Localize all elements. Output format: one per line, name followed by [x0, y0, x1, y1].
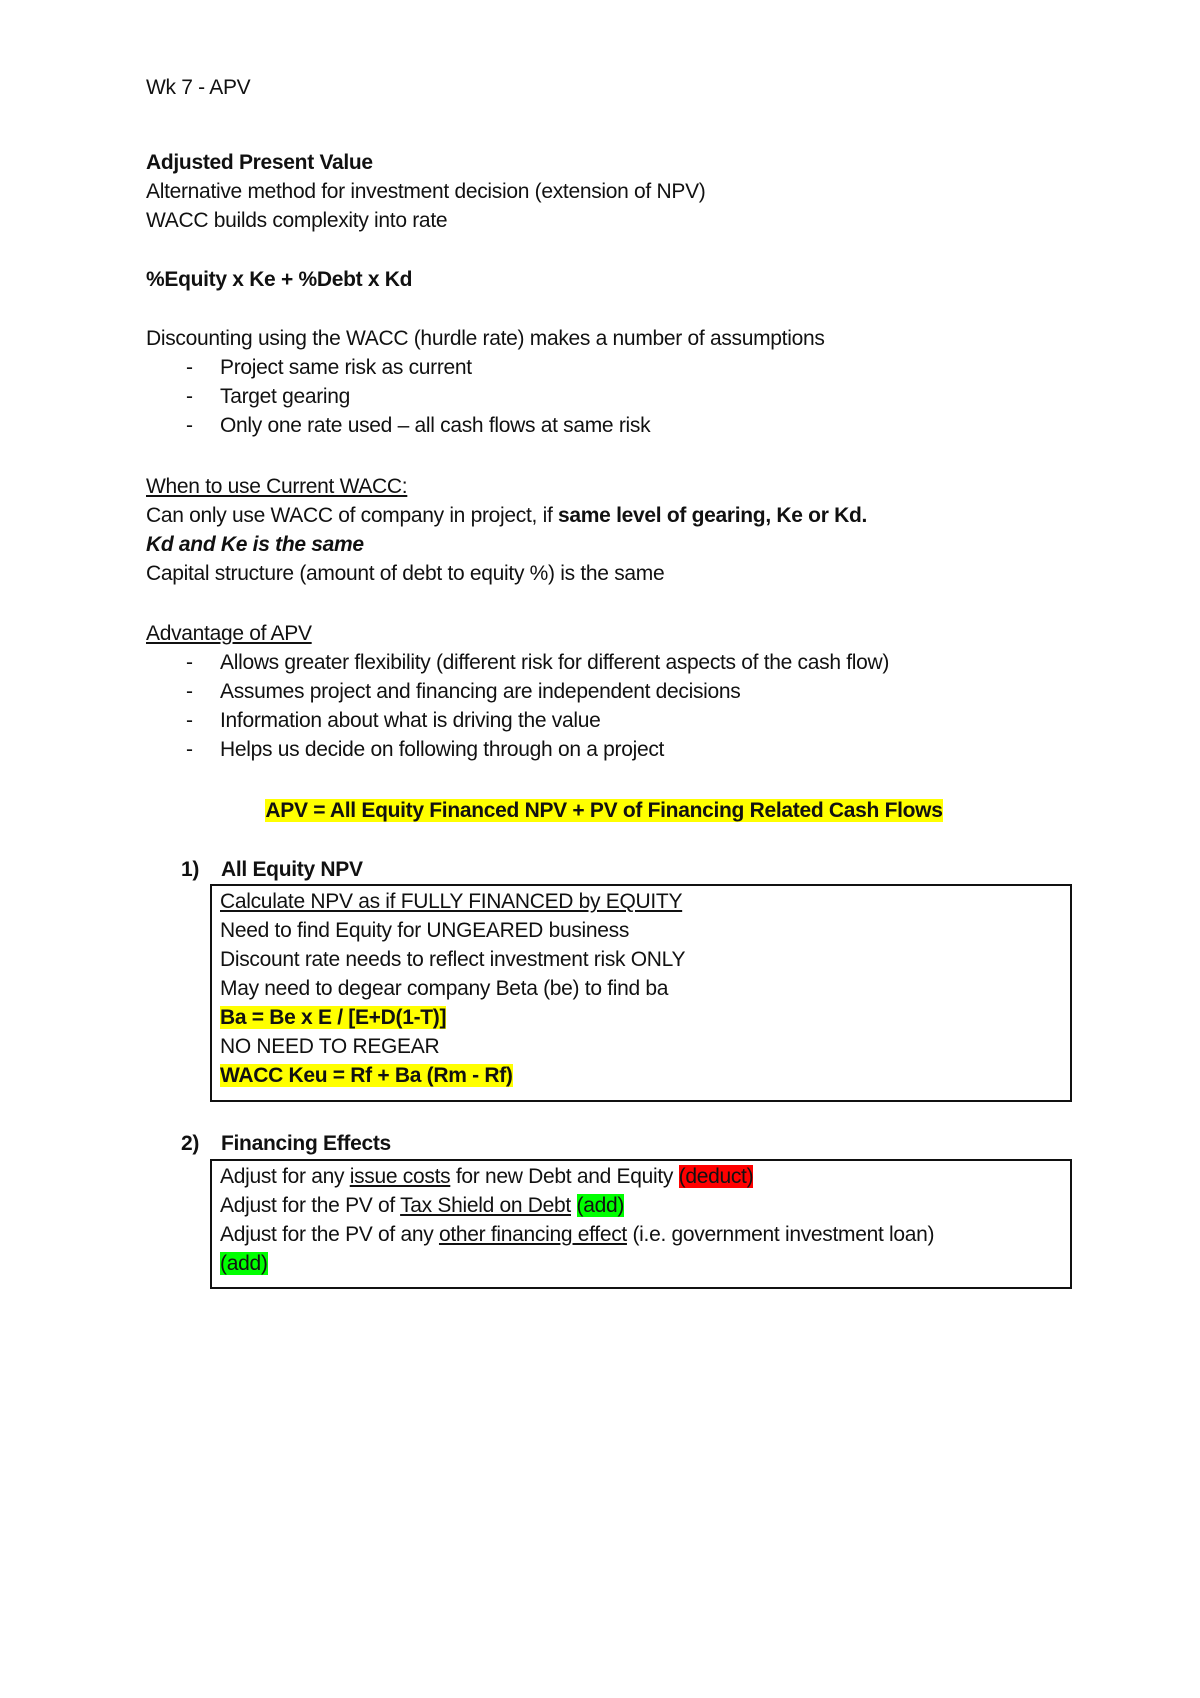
current-wacc-line-2: Kd and Ke is the same	[146, 533, 364, 556]
box-line	[220, 1250, 268, 1277]
current-wacc-line-1: Can only use WACC of company in project, if same level of gearing, Ke or Kd.	[146, 504, 868, 527]
box-line: Need to find Equity for UNGEARED business	[220, 919, 630, 942]
box-line: May need to degear company Beta (be) to find ba	[220, 977, 669, 1000]
list-item: - Information about what is driving the value	[186, 709, 601, 732]
add-tag: (add)	[576, 1194, 625, 1217]
wacc-formula: %Equity x Ke + %Debt x Kd	[146, 268, 413, 291]
box-line: Calculate NPV as if FULLY FINANCED by EQUITY	[220, 890, 683, 913]
section-heading-apv: Adjusted Present Value	[146, 151, 373, 174]
section-1-heading: 1) All Equity NPV	[181, 858, 363, 881]
intro-line-1: Alternative method for investment decision (extension of NPV)	[146, 180, 706, 203]
list-item: - Helps us decide on following through on a project	[186, 738, 665, 761]
box-line: NO NEED TO REGEAR	[220, 1035, 440, 1058]
box-line: Adjust for the PV of Tax Shield on Debt (add)	[220, 1194, 625, 1217]
degear-formula: Ba = Be x E / [E+D(1-T)]	[220, 1006, 447, 1029]
list-item: - Allows greater flexibility (different risk for different aspects of the cash flow)	[186, 651, 890, 674]
box-line: Discount rate needs to reflect investment risk ONLY	[220, 948, 686, 971]
financing-effects-box	[210, 1159, 1072, 1289]
assumptions-lead: Discounting using the WACC (hurdle rate) makes a number of assumptions	[146, 327, 825, 350]
list-item: - Assumes project and financing are independent decisions	[186, 680, 741, 703]
intro-line-2: WACC builds complexity into rate	[146, 209, 448, 232]
list-item: - Target gearing	[186, 385, 351, 408]
current-wacc-line-3: Capital structure (amount of debt to equity %) is the same	[146, 562, 665, 585]
apv-formula: APV = All Equity Financed NPV + PV of Financing Related Cash Flows	[265, 799, 943, 822]
section-2-heading: 2) Financing Effects	[181, 1132, 391, 1155]
box-line: Adjust for the PV of any other financing effect (i.e. government investment loan)	[220, 1223, 935, 1246]
add-tag: (add)	[220, 1252, 268, 1275]
all-equity-npv-box	[210, 884, 1072, 1102]
keu-formula: WACC Keu = Rf + Ba (Rm - Rf)	[220, 1064, 513, 1087]
current-wacc-heading: When to use Current WACC:	[146, 475, 408, 498]
doc-title: Wk 7 - APV	[146, 76, 251, 99]
advantages-heading: Advantage of APV	[146, 622, 312, 645]
list-item: - Only one rate used – all cash flows at same risk	[186, 414, 651, 437]
box-line: Adjust for any issue costs for new Debt and Equity (deduct)	[220, 1165, 754, 1188]
deduct-tag: (deduct)	[678, 1165, 754, 1188]
list-item: - Project same risk as current	[186, 356, 472, 379]
